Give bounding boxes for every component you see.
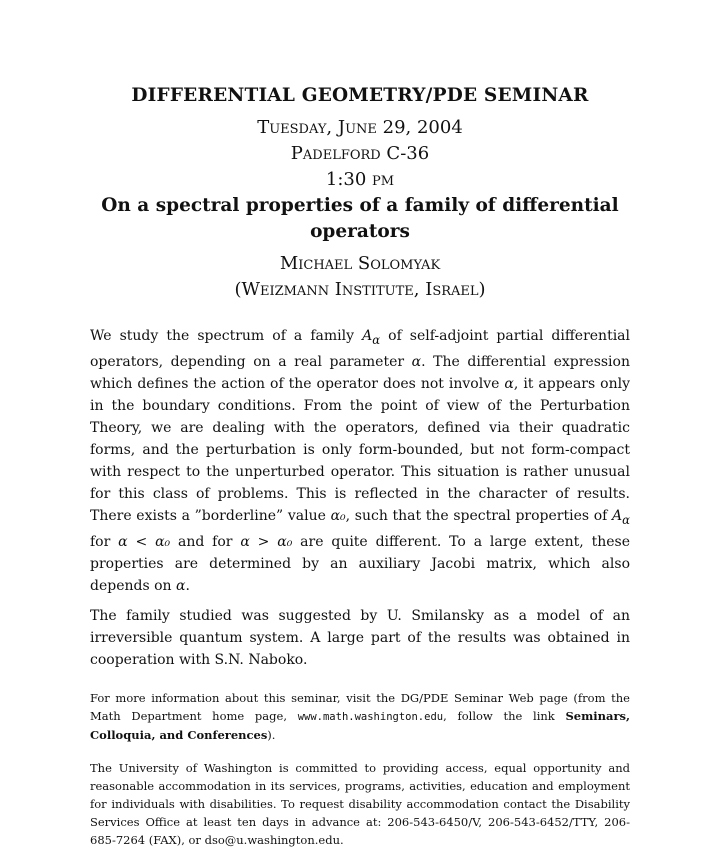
seminar-time: 1:30 pm [325, 169, 395, 190]
talk-title: On a spectral properties of a family of differential operators [101, 195, 619, 242]
info-section [90, 689, 630, 849]
math-dept-url-link[interactable]: www.math.washington.edu [297, 710, 444, 723]
abstract [90, 325, 630, 671]
accessibility-paragraph: The University of Washington is committed to providing access, equal opportunity and reasonable accommodation in its services, programs, activities, education and employment for individuals with disabilities. To request disability accommodation contact the Disability Services Office at least ten days in advance at: 206-543-6450/V, 206-543-6452/TTY, 206-685-7264 (FAX), or dso@u.washington.edu. [90, 760, 630, 847]
abstract-paragraph-1: We study the spectrum of a family $A_\alpha$ of self-adjoint partial differential operators, depending on a real parameter α. The differential expression which defines the action of the operator does not involve α, it appears only in the boundary conditions. From the point of view of the Perturbation Theory, we are dealing with the operators, defined via their quadratic forms, and the perturbation is only form-bounded, but not form-compact with respect to the unperturbed operator. This situation is rather unusual for this class of problems. This is reflected in the character of results. There exists a ”borderline” value α₀, such that the spectral properties of $A_\alpha$ for α < α₀ and for α > α₀ are quite different. To a large extent, these properties are determined by an auxiliary Jacobi matrix, which also depends on α. [90, 328, 631, 594]
seminar-title: DIFFERENTIAL GEOMETRY/PDE SEMINAR [131, 85, 589, 106]
more-info-paragraph: For more information about this seminar, visit the DG/PDE Seminar Web page (from the Math Department home page, www.math.washington.edu, follow the link Seminars, Colloquia, and Conferences). [90, 690, 630, 742]
seminar-announcement [90, 0, 630, 864]
seminar-date: Tuesday, June 29, 2004 [257, 117, 463, 138]
operator-symbol: $A_\alpha$ [362, 328, 381, 347]
seminars-link[interactable]: Seminars, Colloquia, and Conferences [90, 708, 630, 742]
speaker-name: Michael Solomyak [279, 253, 441, 274]
seminar-room: Padelford C-36 [290, 143, 430, 164]
speaker-affiliation: (Weizmann Institute, Israel) [234, 279, 486, 300]
abstract-paragraph-2: The family studied was suggested by U. Smilansky as a model of an irreversible quantum system. A large part of the results was obtained in cooperation with S.N. Naboko. [90, 607, 630, 668]
